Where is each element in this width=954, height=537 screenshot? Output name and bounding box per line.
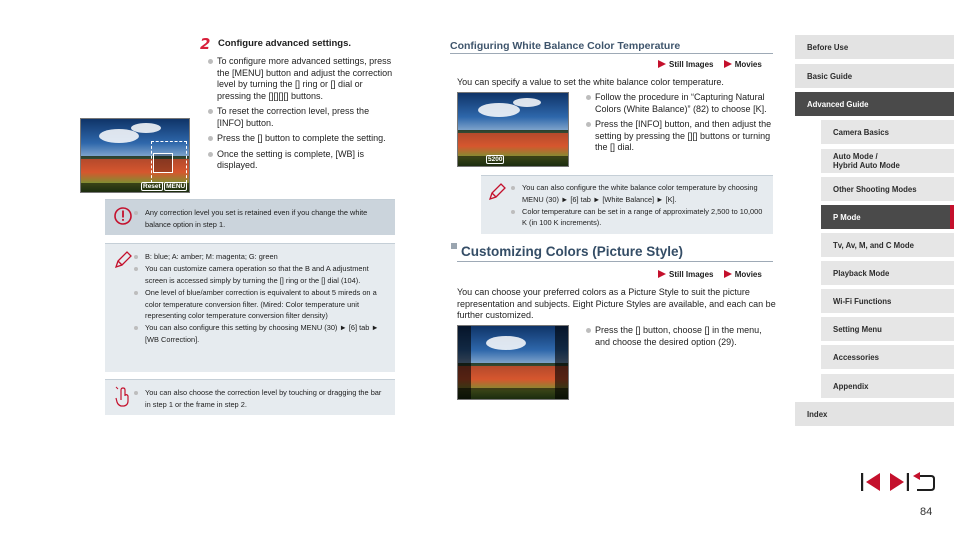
- still-images-icon: [658, 60, 666, 68]
- nav-auto-mode[interactable]: Auto Mode / Hybrid Auto Mode: [821, 149, 954, 173]
- wb-bullets: [585, 92, 775, 158]
- nav-appendix[interactable]: Appendix: [821, 374, 954, 398]
- pencil-icon: [113, 250, 133, 270]
- memo-note: [105, 243, 395, 372]
- movies-icon: [724, 270, 732, 278]
- nav-tv-av-m-c-mode[interactable]: Tv, Av, M, and C Mode: [821, 233, 954, 257]
- caution-text: Any correction level you set is retained even if you change the white balance option in step 1.: [133, 207, 388, 230]
- reset-label: Reset: [143, 183, 161, 190]
- nav-playback-mode[interactable]: Playback Mode: [821, 261, 954, 285]
- section-marker: [451, 243, 457, 249]
- nav-camera-basics[interactable]: Camera Basics: [821, 120, 954, 144]
- nav-before-use[interactable]: Before Use: [795, 35, 954, 59]
- nav-index[interactable]: Index: [795, 402, 954, 426]
- wb-note-1: You can also configure the white balance color temperature by choosing MENU (30) ► [6] tab ► [White Balance] ► [K].: [510, 182, 768, 205]
- tag-movies: Movies: [734, 270, 762, 279]
- nav-p-mode[interactable]: P Mode: [821, 205, 954, 229]
- previous-page-icon[interactable]: [860, 472, 884, 492]
- nav-setting-menu[interactable]: Setting Menu: [821, 317, 954, 341]
- ps-intro: You can choose your preferred colors as a Picture Style to suit the picture representation and subjects. Eight Picture Styles are available, and each can be further customized.: [457, 287, 776, 320]
- touch-hand-icon: [113, 386, 133, 408]
- step-title: Configure advanced settings.: [218, 38, 352, 49]
- step-bullets: [207, 56, 395, 176]
- caution-note: [105, 199, 395, 235]
- wb-memo-note: [481, 175, 773, 234]
- nav-basic-guide[interactable]: Basic Guide: [795, 64, 954, 88]
- return-icon[interactable]: [912, 472, 936, 492]
- pencil-icon: [487, 182, 507, 202]
- tag-still-images: Still Images: [669, 270, 714, 279]
- camera-screen-picture-style: [457, 325, 569, 400]
- wb-note-2: Color temperature can be set in a range of approximately 2,500 to 10,000 K (in 100 K increments).: [510, 206, 768, 229]
- caution-icon: [113, 206, 133, 226]
- nav-accessories[interactable]: Accessories: [821, 345, 954, 369]
- step-number: 2: [200, 35, 211, 53]
- touch-text: You can also choose the correction level by touching or dragging the bar in step 1 or the frame in step 2.: [133, 387, 388, 410]
- step-bullet-3: Press the [] button to complete the setting.: [207, 133, 395, 145]
- movies-icon: [724, 60, 732, 68]
- ps-bullets: [585, 325, 775, 352]
- step-bullet-2: To reset the correction level, press the [INFO] button.: [207, 106, 395, 129]
- wb-section-rule: [450, 53, 773, 54]
- active-tab-marker: [950, 205, 954, 229]
- memo-item-4: You can also configure this setting by choosing MENU (30) ► [6] tab ► [WB Correction].: [133, 322, 388, 345]
- correction-square: [153, 153, 173, 173]
- touch-note: [105, 379, 395, 415]
- wb-bullet-1: Follow the procedure in “Capturing Natural Colors (White Balance)” (82) to choose [K].: [585, 92, 775, 115]
- camera-screen-correction: [80, 118, 190, 193]
- ps-section-rule: [457, 261, 773, 262]
- color-temp-value: 5200: [488, 156, 503, 163]
- wb-section-title: Configuring White Balance Color Temperature: [450, 40, 681, 52]
- camera-screen-color-temp: [457, 92, 569, 167]
- menu-label: MENU: [166, 183, 186, 190]
- ps-tags: [658, 270, 762, 279]
- memo-item-3: One level of blue/amber correction is equivalent to about 5 mireds on a color temperature conversion filter. (Mired: Color temperature unit representing color temperature conversion filter density): [133, 287, 388, 322]
- tag-still-images: Still Images: [669, 60, 714, 69]
- nav-advanced-guide[interactable]: Advanced Guide: [795, 92, 954, 116]
- tag-movies: Movies: [734, 60, 762, 69]
- nav-wifi-functions[interactable]: Wi-Fi Functions: [821, 289, 954, 313]
- page-number: 84: [920, 506, 933, 518]
- memo-item-1: B: blue; A: amber; M: magenta; G: green: [133, 251, 388, 263]
- still-images-icon: [658, 270, 666, 278]
- picture-style-title: Customizing Colors (Picture Style): [461, 244, 684, 259]
- wb-bullet-2: Press the [INFO] button, and then adjust the setting by pressing the [][] buttons or turning the [] dial.: [585, 119, 775, 154]
- wb-tags: [658, 60, 762, 69]
- step-bullet-1: To configure more advanced settings, press the [MENU] button and adjust the correction level by turning the [] ring or [] dial or pressing the [][][][] buttons.: [207, 56, 395, 102]
- memo-item-2: You can customize camera operation so that the B and A adjustment screen is accessed simply by turning the [] ring or the [] dial (104).: [133, 263, 388, 286]
- step-bullet-4: Once the setting is complete, [WB] is displayed.: [207, 149, 395, 172]
- next-page-icon[interactable]: [886, 472, 910, 492]
- ps-bullet-1: Press the [] button, choose [] in the menu, and choose the desired option (29).: [585, 325, 775, 348]
- nav-other-shooting-modes[interactable]: Other Shooting Modes: [821, 177, 954, 201]
- wb-intro: You can specify a value to set the white balance color temperature.: [457, 77, 724, 87]
